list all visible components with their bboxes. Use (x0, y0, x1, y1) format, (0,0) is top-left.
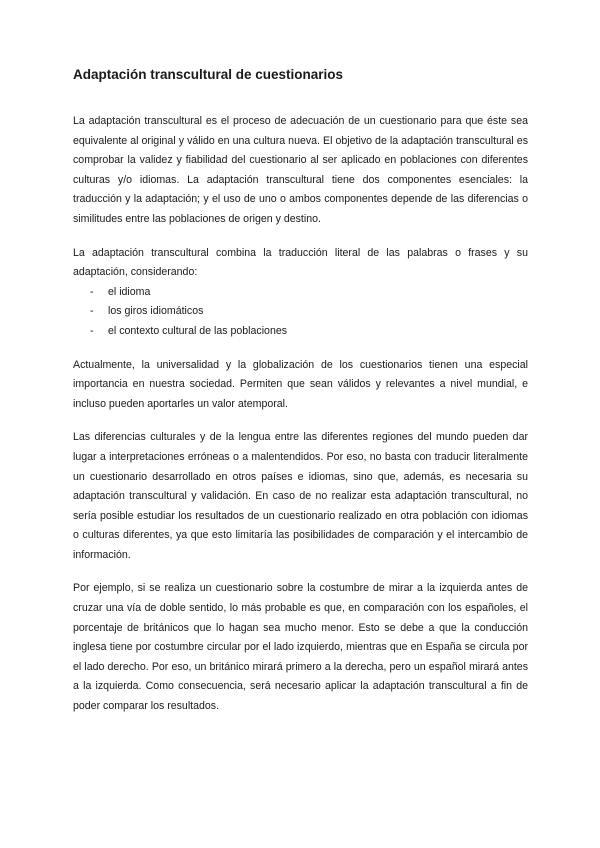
list-item (73, 302, 528, 322)
list-dash: - (90, 324, 94, 337)
paragraph-cultural-differences: Las diferencias culturales y de la lengua entre las diferentes regiones del mundo pueden dar lugar a interpretaciones erróneas o a malentendidos. Por eso, no basta con traducir literalmente un cuestionario desarrollado en otros países e idiomas, sino que, además, es necesaria su adaptación transcultural y validación. En caso de no realizar esta adaptación transcultural, no sería posible estudiar los resultados de un cuestionario realizado en otra población con idiomas o culturas diferentes, ya que esto limitaría las posibilidades de comparación y el intercambio de información. (73, 431, 528, 561)
paragraph-definition: La adaptación transcultural es el proceso de adecuación de un cuestionario para que éste sea equivalente al original y válido en una cultura nueva. El objetivo de la adaptación transcultural es comprobar la validez y fiabilidad del cuestionario al ser aplicado en poblaciones con diferentes culturas y/o idiomas. La adaptación transcultural tiene dos componentes esenciales: la traducción y la adaptación; y el uso de uno o ambos componentes depende de las diferencias o similitudes entre las poblaciones de origen y destino. (73, 115, 528, 225)
considerations-list (73, 283, 528, 342)
list-item-text: los giros idiomáticos (108, 305, 204, 318)
document-page (73, 66, 528, 731)
page-title: Adaptación transcultural de cuestionarios (73, 67, 344, 82)
paragraph-example: Por ejemplo, si se realiza un cuestionario sobre la costumbre de mirar a la izquierda antes de cruzar una vía de doble sentido, lo más probable es que, en comparación con los españoles, el porcentaje de británicos que lo hagan sea mucho menor. Esto se debe a que la conducción inglesa tiene por costumbre circular por el lado izquierdo, mientras que en España se circula por el lado derecho. Por eso, un británico mirará primero a la derecha, pero un español mirará antes a la izquierda. Como consecuencia, será necesario aplicar la adaptación transcultural a fin de poder comparar los resultados. (73, 582, 528, 713)
list-item (73, 322, 528, 342)
list-dash: - (90, 305, 94, 318)
paragraph-universality: Actualmente, la universalidad y la globalización de los cuestionarios tienen una especial importancia en nuestra sociedad. Permiten que sean válidos y relevantes a nivel mundial, e incluso pueden aportarles un valor atemporal. (73, 358, 528, 410)
list-dash: - (90, 285, 94, 298)
list-item-text: el contexto cultural de las poblaciones (108, 324, 288, 337)
list-item (73, 283, 528, 303)
paragraph-combination: La adaptación transcultural combina la traducción literal de las palabras o frases y su adaptación, considerando: (73, 246, 528, 279)
list-item-text: el idioma (108, 285, 151, 298)
